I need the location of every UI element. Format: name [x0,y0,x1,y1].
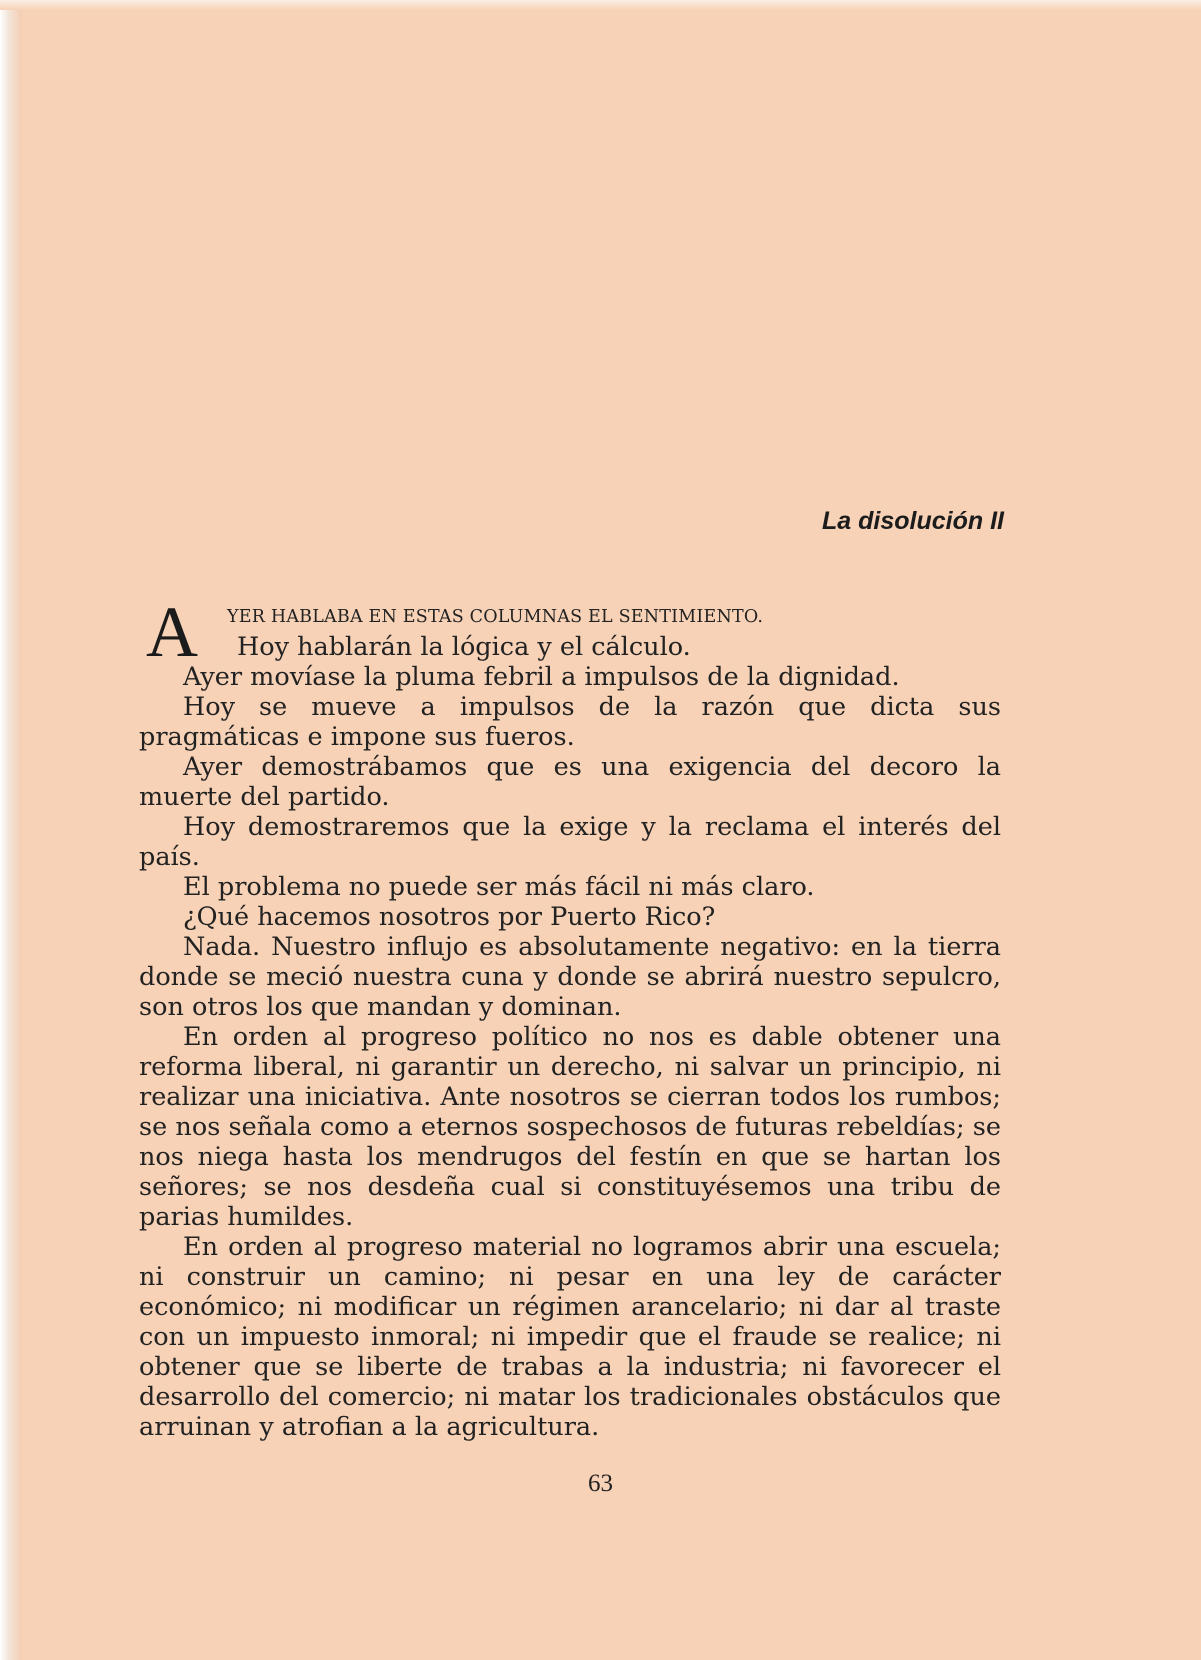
body-text [139,592,1001,1442]
page-number: 63 [588,1470,613,1497]
opening-lines [139,592,1001,672]
opening-second-line: Hoy hablarán la lógica y el cálculo. [237,632,691,662]
paragraph: En orden al progreso político no nos es dable obtener una reforma liberal, ni garantir un derecho, ni salvar un principio, ni realizar una iniciativa. Ante nosotros se cierran todos los rumbos; se nos señala como a eternos sospechosos de futuras rebeldías; se nos niega hasta los mendrugos del festín en que se hartan los señores; se nos desdeña cual si constituyésemos una tribu de parias humildes. [139,1022,1001,1232]
paragraph: En orden al progreso material no logramos abrir una escuela; ni construir un camino; ni pesar en una ley de carácter económico; ni modificar un régimen arancelario; ni dar al traste con un impuesto inmoral; ni impedir que el fraude se realice; ni obtener que se liberte de trabas a la industria; ni favorecer el desarrollo del comercio; ni matar los tradicionales obstáculos que arruinan y atrofian a la agricultura. [139,1232,1001,1442]
paragraph: Ayer movíase la pluma febril a impulsos de la dignidad. [183,662,900,692]
paragraph: Hoy demostraremos que la exige y la reclama el interés del país. [139,812,1001,872]
page-edge-left [0,0,22,1660]
paragraph: Ayer demostrábamos que es una exigencia del decoro la muerte del partido. [139,752,1001,812]
paragraph: Hoy se mueve a impulsos de la razón que dicta sus pragmáticas e impone sus fueros. [139,692,1001,752]
page-edge-top [0,0,1201,10]
paragraph: ¿Qué hacemos nosotros por Puerto Rico? [183,902,716,932]
chapter-title: La disolución II [822,507,1004,535]
paragraph: Nada. Nuestro influjo es absolutamente negativo: en la tierra donde se meció nuestra cuna y donde se abrirá nuestro sepulcro, son otros los que mandan y dominan. [139,932,1001,1022]
opening-small-caps: YER HABLABA EN ESTAS COLUMNAS EL SENTIMIENTO. [227,607,764,627]
drop-cap: A [146,592,198,672]
paragraph: El problema no puede ser más fácil ni más claro. [183,872,815,902]
